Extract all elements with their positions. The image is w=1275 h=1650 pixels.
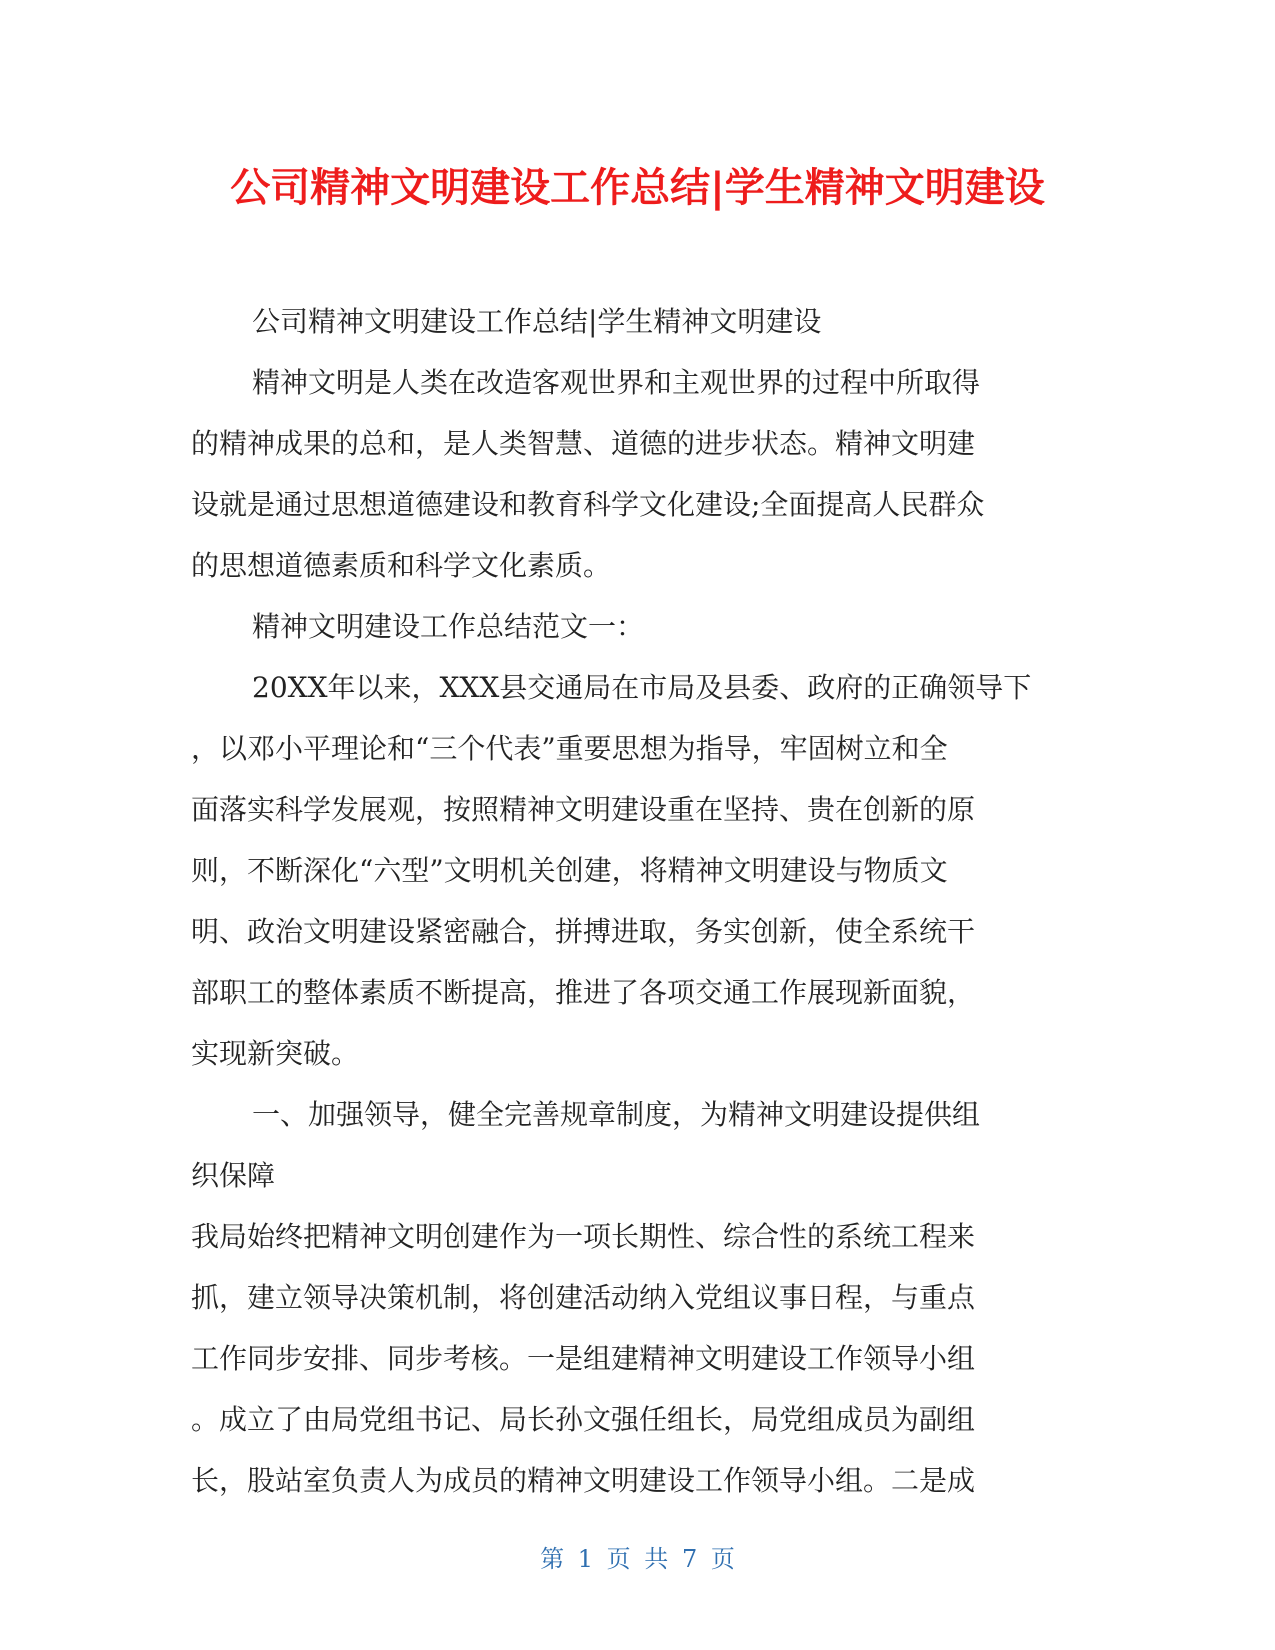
page-number-footer: 第 1 页 共 7 页 bbox=[540, 1545, 735, 1573]
text-line: 精神文明建设工作总结范文一： bbox=[252, 610, 645, 643]
text-line: 抓，建立领导决策机制，将创建活动纳入党组议事日程，与重点 bbox=[191, 1281, 976, 1314]
text-line: ，以邓小平理论和“三个代表”重要思想为指导，牢固树立和全 bbox=[191, 732, 948, 765]
text-line: 部职工的整体素质不断提高，推进了各项交通工作展现新面貌， bbox=[191, 976, 976, 1009]
text-line: 实现新突破。 bbox=[191, 1037, 360, 1070]
document-body bbox=[191, 291, 1081, 1511]
text-line: 工作同步安排、同步考核。一是组建精神文明建设工作领导小组 bbox=[191, 1342, 976, 1375]
text-line: 的思想道德素质和科学文化素质。 bbox=[191, 549, 612, 582]
text-line: 明、政治文明建设紧密融合，拼搏进取，务实创新，使全系统干 bbox=[191, 915, 976, 948]
text-line: 20XX年以来，XXX县交通局在市局及县委、政府的正确领导下 bbox=[252, 671, 1032, 704]
text-line: 我局始终把精神文明创建作为一项长期性、综合性的系统工程来 bbox=[191, 1220, 976, 1253]
text-line: 精神文明是人类在改造客观世界和主观世界的过程中所取得 bbox=[252, 366, 981, 399]
text-line: 一、加强领导，健全完善规章制度，为精神文明建设提供组 bbox=[252, 1098, 981, 1131]
text-line: 的精神成果的总和，是人类智慧、道德的进步状态。精神文明建 bbox=[191, 427, 976, 460]
document-title: 公司精神文明建设工作总结|学生精神文明建设 bbox=[230, 165, 1045, 211]
text-line: 则，不断深化“六型”文明机关创建，将精神文明建设与物质文 bbox=[191, 854, 948, 887]
text-line: 织保障 bbox=[191, 1159, 276, 1192]
text-line: 面落实科学发展观，按照精神文明建设重在坚持、贵在创新的原 bbox=[191, 793, 976, 826]
text-line: 。成立了由局党组书记、局长孙文强任组长，局党组成员为副组 bbox=[191, 1403, 976, 1436]
text-line: 公司精神文明建设工作总结|学生精神文明建设 bbox=[252, 305, 822, 338]
text-line: 设就是通过思想道德建设和教育科学文化建设;全面提高人民群众 bbox=[191, 488, 985, 521]
text-line: 长，股站室负责人为成员的精神文明建设工作领导小组。二是成 bbox=[191, 1464, 976, 1497]
